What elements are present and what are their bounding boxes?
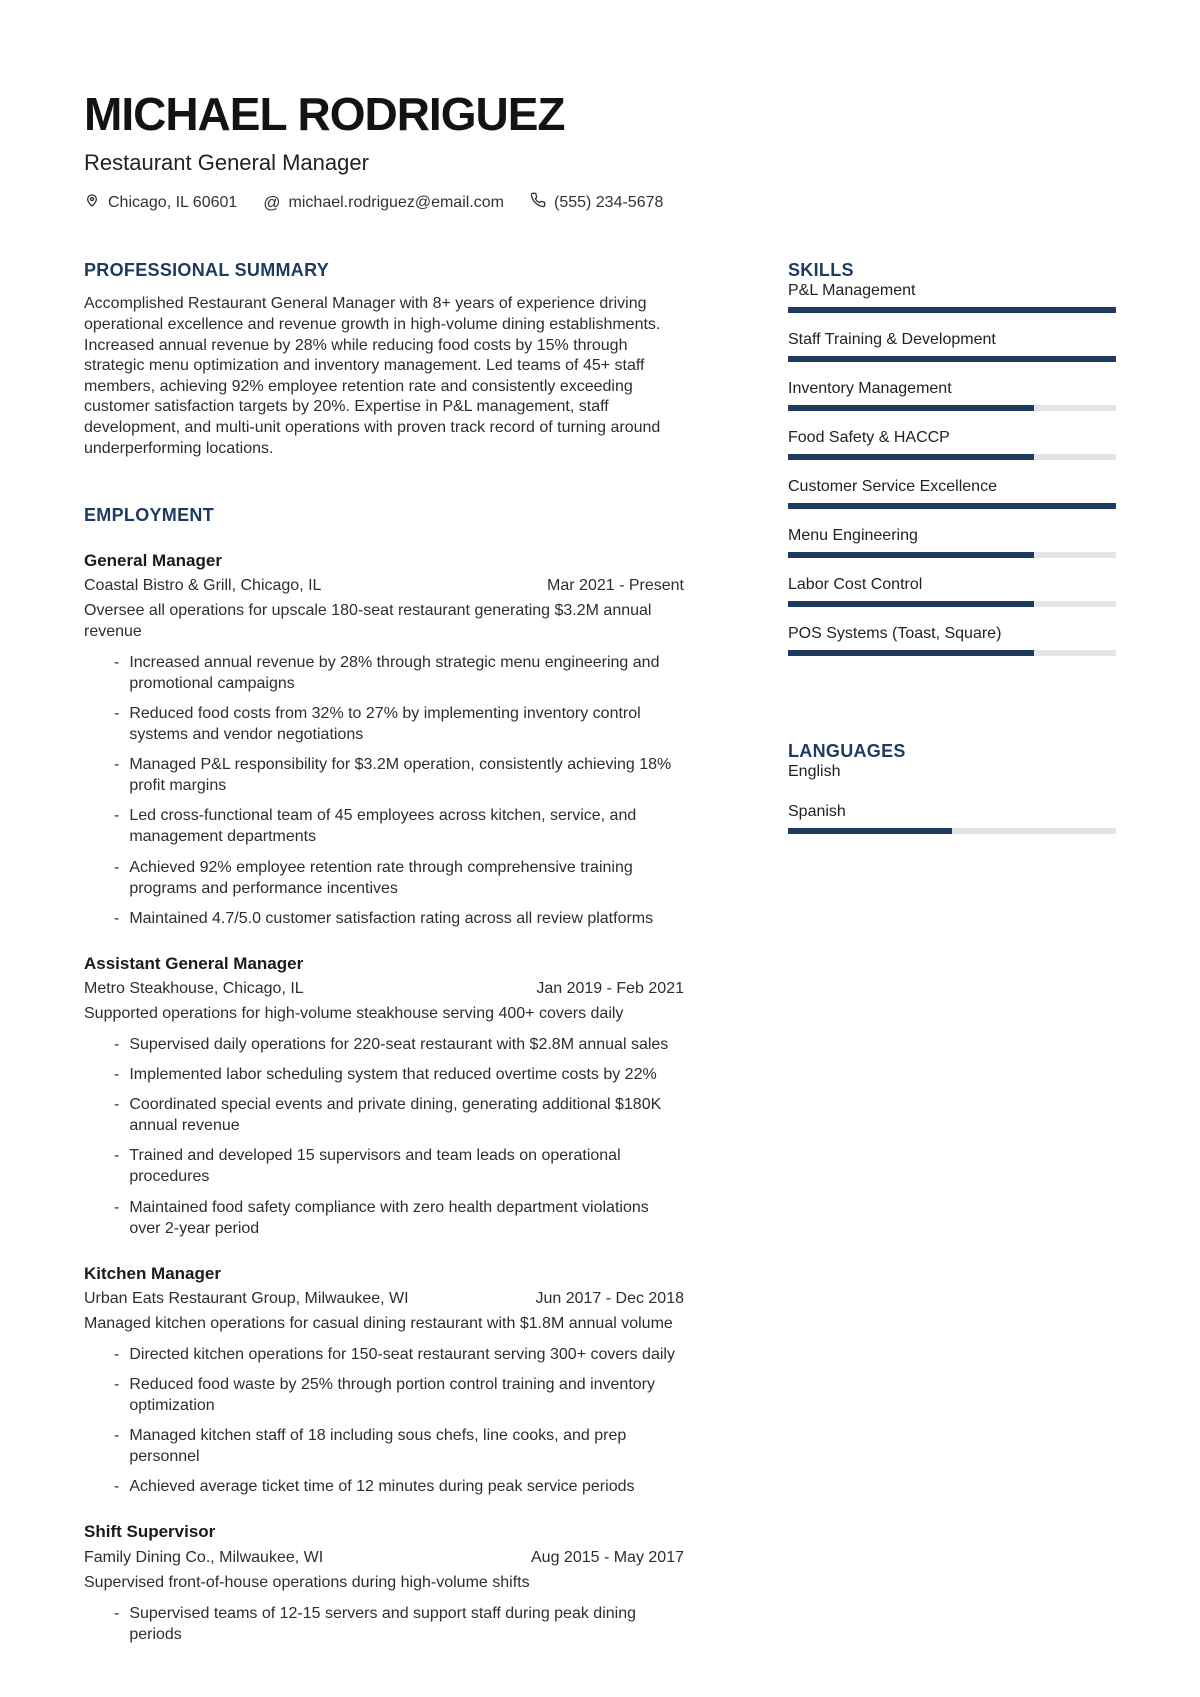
bullet-item <box>114 1034 684 1055</box>
bullet-item <box>114 1197 684 1239</box>
phone-icon <box>530 192 546 213</box>
skill-label: Menu Engineering <box>788 527 918 545</box>
skill-item <box>788 330 1116 362</box>
skills-heading: SKILLS <box>788 260 854 281</box>
skill-bar <box>788 307 1116 313</box>
bullet-item <box>114 1476 684 1497</box>
language-bar-fill <box>788 828 952 834</box>
bullet-text: Reduced food waste by 25% through portion control training and inventory optimization <box>129 1375 655 1415</box>
skill-item <box>788 428 1116 460</box>
bullet-text: Led cross-functional team of 45 employees across kitchen, service, and management departments <box>129 807 637 846</box>
bullet-text: Supervised teams of 12-15 servers and support staff during peak dining periods <box>129 1604 636 1643</box>
job-meta <box>84 577 684 595</box>
bullet-item <box>114 1344 684 1365</box>
skill-item <box>788 575 1116 607</box>
language-item <box>788 762 1116 782</box>
languages-heading: LANGUAGES <box>788 741 906 762</box>
job-description: Oversee all operations for upscale 180-seat restaurant generating $3.2M annual revenue <box>84 602 652 641</box>
skill-item <box>788 624 1116 656</box>
job-bullets <box>84 1034 684 1239</box>
resume-header <box>84 0 1116 213</box>
bullet-marker: - <box>114 1345 120 1363</box>
bullet-text: Maintained food safety compliance with zero health department violations over 2-year period <box>129 1198 649 1237</box>
bullet-marker: - <box>114 1096 120 1114</box>
contact-email-text: michael.rodriguez@email.com <box>288 193 504 211</box>
contact-row <box>84 192 1116 213</box>
skill-item <box>788 477 1116 509</box>
contact-location-text: Chicago, IL 60601 <box>108 193 238 211</box>
skills-section <box>788 261 1116 656</box>
bullet-marker: - <box>114 1198 120 1216</box>
bullet-text: Achieved 92% employee retention rate through comprehensive training programs and performance incentives <box>129 858 633 897</box>
bullet-item <box>114 1374 684 1416</box>
languages-section <box>788 742 1116 834</box>
language-item <box>788 802 1116 834</box>
job-description: Supported operations for high-volume steakhouse serving 400+ covers daily <box>84 1005 624 1023</box>
skill-bar <box>788 356 1116 362</box>
job-dates: Aug 2015 - May 2017 <box>531 1548 684 1566</box>
skill-label: Food Safety & HACCP <box>788 429 950 447</box>
skill-label: Labor Cost Control <box>788 576 923 594</box>
job-company: Coastal Bistro & Grill, Chicago, IL <box>84 577 322 595</box>
skill-label: POS Systems (Toast, Square) <box>788 625 1002 643</box>
bullet-text: Implemented labor scheduling system that reduced overtime costs by 22% <box>129 1066 657 1084</box>
bullet-text: Directed kitchen operations for 150-seat restaurant serving 300+ covers daily <box>129 1345 675 1363</box>
skill-bar <box>788 552 1116 558</box>
skill-label: Customer Service Excellence <box>788 478 997 496</box>
bullet-text: Supervised daily operations for 220-seat restaurant with $2.8M annual sales <box>129 1035 669 1053</box>
job-description: Supervised front-of-house operations during high-volume shifts <box>84 1573 530 1591</box>
job-entry <box>84 1264 684 1498</box>
skill-item <box>788 379 1116 411</box>
employment-heading: EMPLOYMENT <box>84 505 215 526</box>
skill-bar-fill <box>788 454 1034 460</box>
bullet-item <box>114 1064 684 1085</box>
bullet-marker: - <box>114 1035 120 1053</box>
job-bullets <box>84 652 684 929</box>
main-column <box>84 261 684 1644</box>
bullet-text: Maintained 4.7/5.0 customer satisfaction rating across all review platforms <box>129 909 654 927</box>
candidate-title: Restaurant General Manager <box>84 150 369 176</box>
bullet-item <box>114 1094 684 1136</box>
bullet-marker: - <box>114 1478 120 1496</box>
job-company: Metro Steakhouse, Chicago, IL <box>84 980 304 998</box>
job-dates: Jun 2017 - Dec 2018 <box>535 1290 684 1308</box>
skill-bar <box>788 650 1116 656</box>
bullet-text: Trained and developed 15 supervisors and team leads on operational procedures <box>129 1147 621 1186</box>
skill-label: Staff Training & Development <box>788 331 996 349</box>
skill-label: P&L Management <box>788 282 916 300</box>
skill-bar-fill <box>788 601 1034 607</box>
job-entry <box>84 954 684 1239</box>
bullet-text: Achieved average ticket time of 12 minutes during peak service periods <box>129 1478 635 1496</box>
bullet-item <box>114 1145 684 1187</box>
job-company: Family Dining Co., Milwaukee, WI <box>84 1548 324 1566</box>
bullet-marker: - <box>114 653 120 671</box>
bullet-marker: - <box>114 704 120 722</box>
bullet-item <box>114 754 684 796</box>
job-entry <box>84 551 684 929</box>
job-dates: Jan 2019 - Feb 2021 <box>536 980 684 998</box>
bullet-marker: - <box>114 756 120 774</box>
summary-heading: PROFESSIONAL SUMMARY <box>84 260 330 281</box>
contact-phone <box>530 192 663 213</box>
at-sign-icon: @ <box>263 193 281 213</box>
bullet-item <box>114 805 684 847</box>
contact-location <box>84 192 237 213</box>
skill-bar-fill <box>788 405 1034 411</box>
bullet-text: Managed kitchen staff of 18 including sous chefs, line cooks, and prep personnel <box>129 1427 627 1466</box>
bullet-text: Coordinated special events and private dining, generating additional $180K annual revenue <box>129 1096 662 1135</box>
job-meta <box>84 1290 684 1308</box>
skill-bar-fill <box>788 503 1116 509</box>
skill-label: Inventory Management <box>788 380 952 398</box>
skill-bar-fill <box>788 650 1034 656</box>
bullet-item <box>114 703 684 745</box>
sidebar-column <box>788 261 1116 1644</box>
bullet-marker: - <box>114 1427 120 1445</box>
bullet-text: Reduced food costs from 32% to 27% by implementing inventory control systems and vendor negotiations <box>129 704 641 744</box>
job-bullets <box>84 1603 684 1645</box>
bullet-marker: - <box>114 1604 120 1622</box>
bullet-item <box>114 1425 684 1467</box>
bullet-marker: - <box>114 858 120 876</box>
bullet-marker: - <box>114 1147 120 1165</box>
skill-bar <box>788 454 1116 460</box>
summary-text: Accomplished Restaurant General Manager with 8+ years of experience driving operational excellence and revenue growth in high-volume dining establishments. Increased annual revenue by 28% while reducing food costs by 15% through strategic menu optimization and inventory management. Led teams of 45+ staff members, achieving 92% employee retention rate and consistently exceeding customer satisfaction targets by 20%. Expertise in P&L management, staff development, and multi-unit operations with proven track record of turning around underperforming locations. <box>84 295 661 457</box>
job-meta <box>84 1549 684 1567</box>
bullet-item <box>114 1603 684 1645</box>
bullet-marker: - <box>114 807 120 825</box>
job-bullets <box>84 1344 684 1498</box>
map-pin-icon <box>84 192 100 213</box>
bullet-item <box>114 652 684 694</box>
content-columns <box>84 261 1116 1644</box>
bullet-text: Managed P&L responsibility for $3.2M operation, consistently achieving 18% profit margins <box>129 756 672 795</box>
bullet-item <box>114 857 684 899</box>
skill-bar <box>788 503 1116 509</box>
bullet-marker: - <box>114 1066 120 1084</box>
bullet-marker: - <box>114 909 120 927</box>
job-title: Shift Supervisor <box>84 1522 216 1542</box>
job-description: Managed kitchen operations for casual dining restaurant with $1.8M annual volume <box>84 1315 673 1333</box>
job-title: Kitchen Manager <box>84 1263 221 1283</box>
skill-bar <box>788 405 1116 411</box>
summary-section <box>84 261 684 459</box>
language-bar <box>788 828 1116 834</box>
job-dates: Mar 2021 - Present <box>547 577 684 595</box>
job-title: Assistant General Manager <box>84 953 304 973</box>
contact-phone-text: (555) 234-5678 <box>553 193 664 211</box>
bullet-marker: - <box>114 1375 120 1393</box>
skill-bar <box>788 601 1116 607</box>
bullet-text: Increased annual revenue by 28% through strategic menu engineering and promotional campaigns <box>129 653 660 692</box>
bullet-item <box>114 908 684 929</box>
job-entry <box>84 1522 684 1644</box>
skill-item <box>788 281 1116 313</box>
skill-bar-fill <box>788 307 1116 313</box>
language-label: English <box>788 763 841 781</box>
skill-bar-fill <box>788 356 1116 362</box>
candidate-name: MICHAEL RODRIGUEZ <box>84 88 565 140</box>
language-label: Spanish <box>788 803 846 821</box>
contact-email <box>263 194 504 212</box>
skill-item <box>788 526 1116 558</box>
job-title: General Manager <box>84 551 222 571</box>
job-company: Urban Eats Restaurant Group, Milwaukee, WI <box>84 1290 409 1308</box>
skill-bar-fill <box>788 552 1034 558</box>
employment-section <box>84 506 684 1644</box>
job-meta <box>84 980 684 998</box>
